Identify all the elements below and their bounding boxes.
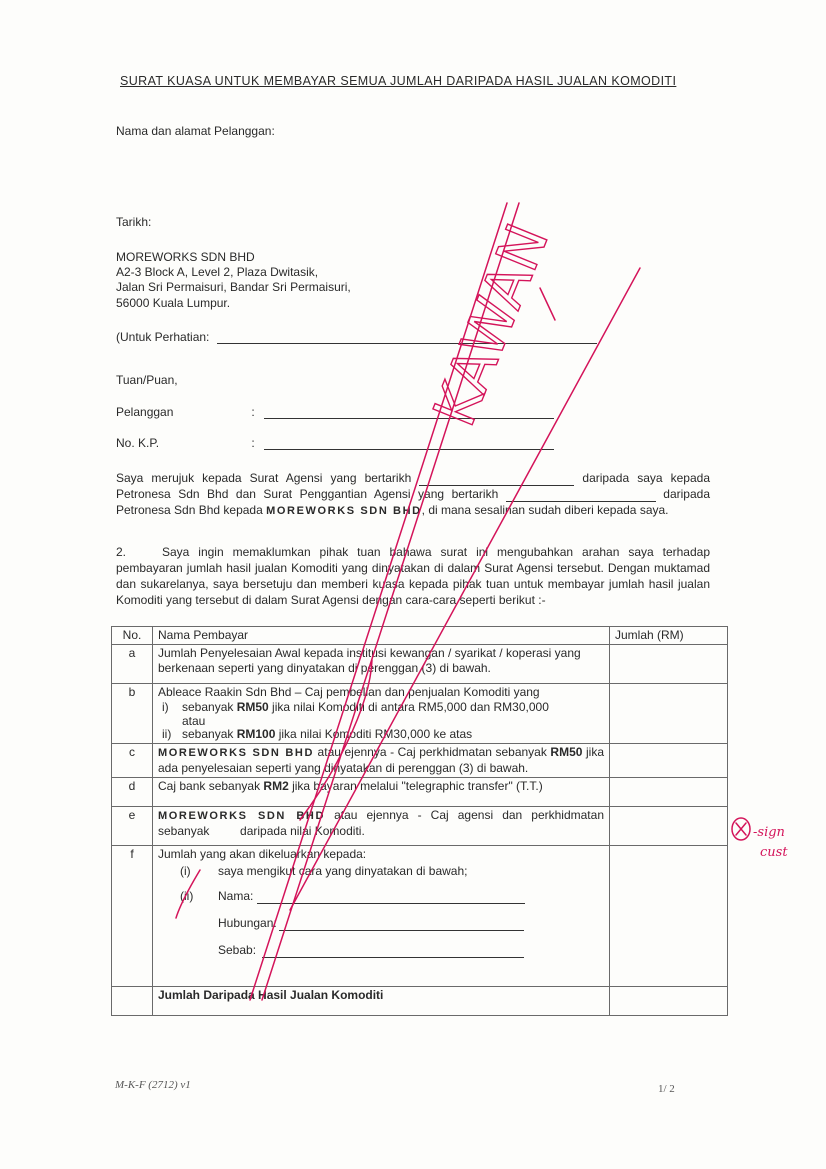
row-b-option-ii <box>158 727 604 742</box>
row-company: MOREWORKS SDN BHD <box>158 747 314 759</box>
para1-text: daripada Petronesa Sdn Bhd kepada <box>116 487 711 517</box>
x-mark <box>736 823 746 835</box>
row-f-name-row <box>158 889 604 904</box>
table-row <box>112 807 728 846</box>
table-row <box>112 744 728 778</box>
margin-note: -sign <box>753 825 785 840</box>
option-text: sebanyak <box>182 727 237 741</box>
pen-stroke <box>540 288 555 320</box>
row-description <box>153 807 610 846</box>
salutation: Tuan/Puan, <box>116 373 178 387</box>
reason-field[interactable] <box>262 945 524 958</box>
agency-date-field[interactable] <box>419 473 574 486</box>
amount-cell[interactable] <box>610 846 728 987</box>
row-b-line: Ableace Raakin Sdn Bhd – Caj pembelian dan penjualan Komoditi yang <box>158 685 540 699</box>
table-total-row <box>112 987 728 1016</box>
paragraph-2 <box>116 544 710 608</box>
row-text: Caj bank sebanyak <box>158 779 264 793</box>
option-text: jika nilai Komoditi RM30,000 ke atas <box>275 727 473 741</box>
total-label: Jumlah Daripada Hasil Jualan Komoditi <box>153 987 610 1016</box>
option-amount: RM100 <box>236 727 276 741</box>
document-title: SURAT KUASA UNTUK MEMBAYAR SEMUA JUMLAH DARIPADA HASIL JUALAN KOMODITI <box>120 74 677 88</box>
form-code: M-K-F (2712) v1 <box>115 1079 191 1091</box>
page-number: 1/ 2 <box>658 1083 675 1095</box>
option-or: atau <box>182 714 206 728</box>
option-text: saya mengikut cara yang dinyatakan di bawah; <box>218 864 468 878</box>
para1-text: , di mana sesalinan sudah diberi kepada saya. <box>421 503 669 517</box>
row-description <box>153 744 610 778</box>
option-text: jika nilai Komoditi di antara RM5,000 dan RM30,000 <box>268 700 549 714</box>
table-row <box>112 684 728 744</box>
customer-label: Nama dan alamat Pelanggan: <box>116 124 275 138</box>
header-no: No. <box>112 627 153 645</box>
attention-field[interactable] <box>217 331 597 344</box>
stamp-text: KAWAN <box>419 214 562 436</box>
ic-field-label: No. K.P. <box>116 436 160 450</box>
attention-label: (Untuk Perhatian: <box>116 330 210 344</box>
amount-cell[interactable] <box>610 778 728 807</box>
replacement-date-field[interactable] <box>506 489 656 502</box>
date-label: Tarikh: <box>116 215 152 229</box>
row-company: MOREWORKS SDN BHD <box>158 810 326 822</box>
row-amount: RM2 <box>263 779 289 793</box>
row-number: a <box>112 645 153 684</box>
amount-cell[interactable] <box>610 744 728 778</box>
option-number: ii) <box>162 727 172 741</box>
row-description <box>153 684 610 744</box>
table-row <box>112 846 728 987</box>
para1-text: Saya merujuk kepada Surat Agensi yang bertarikh <box>116 471 412 485</box>
option-number: (ii) <box>180 889 194 903</box>
amount-cell[interactable] <box>610 807 728 846</box>
amount-cell[interactable] <box>610 684 728 744</box>
address-line: A2-3 Block A, Level 2, Plaza Dwitasik, <box>116 265 319 279</box>
para1-company: MOREWORKS SDN BHD <box>266 505 422 517</box>
row-number: d <box>112 778 153 807</box>
recipient-name-field[interactable] <box>257 891 525 904</box>
row-f-reason-row <box>158 943 604 958</box>
row-b-option-i <box>158 700 604 715</box>
relation-field[interactable] <box>279 918 524 931</box>
amount-cell[interactable] <box>610 645 728 684</box>
payment-table <box>111 626 728 1016</box>
circle-mark <box>732 818 750 840</box>
table-row <box>112 645 728 684</box>
para2-number: 2. <box>116 545 127 559</box>
header-payer: Nama Pembayar <box>153 627 610 645</box>
row-text: jika ada penyelesaian seperti yang dinyatakan di perenggan (3) di bawah. <box>158 745 604 775</box>
row-f-relation-row <box>158 916 604 931</box>
address-line: 56000 Kuala Lumpur. <box>116 296 231 310</box>
option-text: sebanyak <box>182 700 237 714</box>
margin-note: cust <box>760 845 788 860</box>
row-number: c <box>112 744 153 778</box>
name-label: Nama: <box>218 889 254 903</box>
total-blank <box>112 987 153 1016</box>
customer-name-field[interactable] <box>264 406 554 419</box>
table-header-row <box>112 627 728 645</box>
address-line: Jalan Sri Permaisuri, Bandar Sri Permaisuri, <box>116 280 351 294</box>
row-text: jika bayaran melalui "telegraphic transfer" (T.T.) <box>288 779 543 793</box>
total-amount-cell[interactable] <box>610 987 728 1016</box>
option-amount: RM50 <box>236 700 269 714</box>
paragraph-1 <box>116 470 710 519</box>
row-text: daripada nilai Komoditi. <box>236 824 365 838</box>
row-number: f <box>112 846 153 987</box>
relation-label: Hubungan: <box>218 916 277 930</box>
para1-text: daripada saya kepada Petronesa Sdn Bhd dan Surat Penggantian Agensi yang bertarikh <box>116 471 710 501</box>
row-text: atau ejennya - Caj perkhidmatan sebanyak <box>314 745 551 759</box>
field-colon: : <box>251 405 255 419</box>
ic-number-field[interactable] <box>264 437 554 450</box>
row-f-intro: Jumlah yang akan dikeluarkan kepada: <box>158 847 367 861</box>
customer-field-label: Pelanggan <box>116 405 174 419</box>
row-f-option-i <box>158 864 604 879</box>
header-amount: Jumlah (RM) <box>610 627 728 645</box>
row-description <box>153 778 610 807</box>
table-row <box>112 778 728 807</box>
customer-field-row <box>116 405 554 419</box>
row-amount: RM50 <box>550 745 583 759</box>
reason-label: Sebab: <box>218 943 257 957</box>
option-number: (i) <box>180 864 191 878</box>
row-number: e <box>112 807 153 846</box>
row-text: atau ejennya - Caj agensi dan perkhidmatan sebanyak <box>158 808 604 838</box>
para2-text: Saya ingin memaklumkan pihak tuan bahawa surat ini mengubahkan arahan saya terhadap pembayaran jumlah hasil jualan Komoditi yang dinyatakan di dalam Surat Agensi tersebut. Dengan muktamad dan sukarelanya, saya bersetuju dan memberi kuasa kepada pihak tuan untuk membayar jumlah hasil jualan Komoditi yang tersebut di dalam Surat Agensi dengan cara-cara seperti berikut :- <box>116 545 710 607</box>
attention-row <box>116 330 597 344</box>
row-description <box>153 846 610 987</box>
row-number: b <box>112 684 153 744</box>
field-colon: : <box>251 436 255 450</box>
ic-field-row <box>116 436 554 450</box>
row-description: Jumlah Penyelesaian Awal kepada institusi kewangan / syarikat / koperasi yang berkenaan seperti yang dinyatakan di perenggan (3) di bawah. <box>153 645 610 684</box>
company-name: MOREWORKS SDN BHD <box>116 250 255 264</box>
option-number: i) <box>162 700 169 714</box>
